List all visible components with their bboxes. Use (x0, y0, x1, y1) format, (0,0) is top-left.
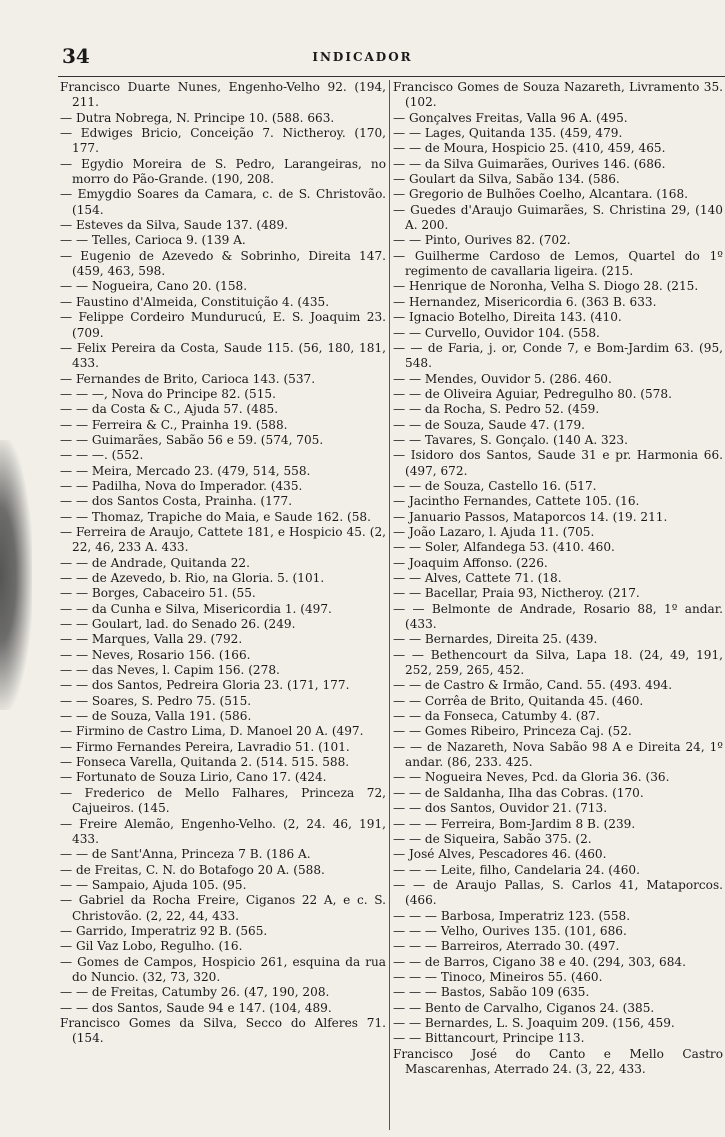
directory-entry: — — Lages, Quitanda 135. (459, 479. (393, 126, 623, 141)
directory-entry: — — de Sant'Anna, Princeza 7 B. (186 A. (60, 847, 311, 862)
directory-entry: — — —. (552. (60, 448, 144, 463)
page-number: 34 (62, 44, 90, 68)
directory-entry: — — Meira, Mercado 23. (479, 514, 558. (60, 463, 311, 478)
directory-entry: — — dos Santos, Saude 94 e 147. (104, 489. (60, 1000, 332, 1015)
directory-entry: — — Curvello, Ouvidor 104. (558. (393, 325, 600, 340)
directory-entry: — — Bacellar, Praia 93, Nictheroy. (217. (393, 586, 640, 601)
directory-entry: — — — Bastos, Sabão 109 (635. (393, 985, 590, 1000)
directory-entry: — Felippe Cordeiro Mundurucú, E. S. Joaquim 23. (709. (60, 310, 386, 340)
directory-entry: — — de Souza, Castello 16. (517. (393, 478, 597, 493)
directory-entry: — Felix Pereira da Costa, Saude 115. (56, 180, 181, 433. (60, 340, 386, 371)
directory-entry: — — Soares, S. Pedro 75. (515. (60, 693, 252, 708)
directory-entry: — — Marques, Valla 29. (792. (60, 632, 243, 647)
directory-entry: — — dos Santos, Pedreira Gloria 23. (171, 177. (60, 678, 350, 693)
directory-entry: — — Telles, Carioca 9. (139 A. (60, 233, 246, 248)
directory-entry: — Fortunato de Souza Lirio, Cano 17. (424. (60, 770, 327, 785)
directory-entry: — — — Leite, filho, Candelaria 24. (460. (393, 862, 640, 877)
directory-entry: — — de Azevedo, b. Rio, na Gloria. 5. (101. (60, 571, 325, 585)
directory-entry: — — Goulart, lad. do Senado 26. (249. (60, 617, 296, 632)
directory-entry: — Gomes de Campos, Hospicio 261, esquina da rua do Nuncio. (32, 73, 320. (60, 954, 386, 984)
directory-entry: — Garrido, Imperatriz 92 B. (565. (60, 923, 268, 938)
directory-entry: — — de Souza, Saude 47. (179. (393, 417, 585, 432)
directory-entry: — — Borges, Cabaceiro 51. (55. (60, 586, 256, 601)
directory-entry: — — de Faria, j. or, Conde 7, e Bom-Jardim 63. (95, 548. (393, 340, 723, 371)
directory-entry: — Firmo Fernandes Pereira, Lavradio 51. (101. (60, 739, 350, 754)
directory-entry: — — — Ferreira, Bom-Jardim 8 B. (239. (393, 816, 636, 831)
directory-entry: — — Bernardes, Direita 25. (439. (393, 632, 598, 647)
directory-entry: — — — Velho, Ourives 135. (101, 686. (393, 923, 627, 938)
directory-entry: — — Alves, Cattete 71. (18. (393, 571, 562, 585)
directory-entry: — Guilherme Cardoso de Lemos, Quartel do 1º regimento de cavallaria ligeira. (215. (393, 248, 723, 279)
column-divider (389, 80, 390, 1130)
directory-entry: — Edwiges Bricio, Conceição 7. Nictheroy. (170, 177. (60, 126, 386, 156)
directory-entry: — — Bittancourt, Principe 113. (393, 1031, 585, 1046)
directory-entry: Francisco Gomes da Silva, Secco do Alferes 71. (154. (60, 1015, 386, 1046)
directory-entry: — — — Barbosa, Imperatriz 123. (558. (393, 908, 631, 923)
directory-entry: — Fernandes de Brito, Carioca 143. (537. (60, 371, 316, 386)
directory-entry: — Jacintho Fernandes, Cattete 105. (16. (393, 494, 640, 509)
directory-entry: — — — Tinoco, Mineiros 55. (460. (393, 969, 603, 984)
directory-entry: — — de Andrade, Quitanda 22. (60, 555, 250, 570)
page-header (0, 44, 725, 68)
directory-entry: — — Bethencourt da Silva, Lapa 18. (24, 49, 191, 252, 259, 265, 452. (393, 647, 723, 678)
directory-entry: — Egydio Moreira de S. Pedro, Larangeiras, no morro do Pão-Grande. (190, 208. (60, 156, 386, 187)
directory-entry: — — da Rocha, S. Pedro 52. (459. (393, 402, 600, 417)
directory-entry: — — Neves, Rosario 156. (166. (60, 647, 251, 662)
directory-entry: — — Sampaio, Ajuda 105. (95. (60, 877, 247, 892)
directory-entry: — — Tavares, S. Gonçalo. (140 A. 323. (393, 432, 628, 447)
directory-entry: — — da Costa & C., Ajuda 57. (485. (60, 402, 279, 417)
directory-entry: — Faustino d'Almeida, Constituição 4. (435. (60, 294, 330, 309)
directory-entry: — — de Saldanha, Ilha das Cobras. (170. (393, 785, 644, 800)
directory-entry: — de Freitas, C. N. do Botafogo 20 A. (588. (60, 862, 325, 877)
directory-entry: — Joaquim Affonso. (226. (393, 555, 548, 570)
directory-entry: — — —, Nova do Principe 82. (515. (60, 386, 276, 401)
directory-entry: — — dos Santos Costa, Prainha. (177. (60, 494, 293, 509)
left-column (60, 80, 386, 1135)
directory-entry: — — da Cunha e Silva, Misericordia 1. (497. (60, 601, 332, 616)
directory-entry: — — Bento de Carvalho, Ciganos 24. (385. (393, 1000, 655, 1015)
directory-entry: — Isidoro dos Santos, Saude 31 e pr. Harmonia 66. (497, 672. (393, 448, 723, 478)
directory-entry: Francisco Gomes de Souza Nazareth, Livramento 35. (102. (393, 80, 723, 110)
directory-entry: — Henrique de Noronha, Velha S. Diogo 28. (215. (393, 279, 699, 294)
directory-entry: — Gil Vaz Lobo, Regulho. (16. (60, 939, 243, 954)
directory-entry: — — Nogueira Neves, Pcd. da Gloria 36. (36. (393, 770, 670, 785)
directory-entry: — Ignacio Botelho, Direita 143. (410. (393, 310, 622, 325)
directory-entry: — — — Barreiros, Aterrado 30. (497. (393, 939, 620, 954)
directory-entry: — Firmino de Castro Lima, D. Manoel 20 A. (497. (60, 724, 364, 739)
directory-entry: — — Guimarães, Sabão 56 e 59. (574, 705. (60, 432, 324, 447)
directory-entry: — — Padilha, Nova do Imperador. (435. (60, 478, 303, 493)
directory-entry: — Gabriel da Rocha Freire, Ciganos 22 A, e c. S. Christovão. (2, 22, 44, 433. (60, 893, 386, 923)
directory-entry: — — Thomaz, Trapiche do Maia, e Saude 162. (58. (60, 509, 371, 524)
directory-entry: — Hernandez, Misericordia 6. (363 B. 633. (393, 294, 657, 309)
directory-entry: — — Pinto, Ourives 82. (702. (393, 233, 571, 248)
directory-entry: — — da Silva Guimarães, Ourives 146. (686. (393, 156, 666, 171)
directory-entry: — — de Moura, Hospicio 25. (410, 459, 465. (393, 141, 666, 156)
header-rule (58, 76, 725, 77)
right-column (393, 80, 723, 1135)
directory-entry: — Emygdio Soares da Camara, c. de S. Christovão. (154. (60, 187, 386, 217)
directory-entry: — — de Oliveira Aguiar, Pedregulho 80. (578. (393, 386, 672, 401)
directory-entry: — Guedes d'Araujo Guimarães, S. Christina 29, (140 A. 200. (393, 202, 723, 233)
directory-entry: — Goulart da Silva, Sabão 134. (586. (393, 172, 620, 187)
directory-entry: — — Belmonte de Andrade, Rosario 88, 1º andar. (433. (393, 601, 723, 632)
directory-entry: — Dutra Nobrega, N. Principe 10. (588. 663. (60, 110, 335, 125)
directory-entry: Francisco Duarte Nunes, Engenho-Velho 92. (194, 211. (60, 80, 386, 110)
directory-entry: — — Nogueira, Cano 20. (158. (60, 279, 248, 294)
directory-entry: — — Bernardes, L. S. Joaquim 209. (156, 459. (393, 1015, 675, 1030)
directory-entry: — — Corrêa de Brito, Quitanda 45. (460. (393, 693, 644, 708)
directory-entry: — — de Siqueira, Sabão 375. (2. (393, 831, 592, 846)
directory-entry: — — Gomes Ribeiro, Princeza Caj. (52. (393, 724, 632, 739)
directory-entry: — — de Barros, Cigano 38 e 40. (294, 303, 684. (393, 954, 686, 969)
directory-entry: — — da Fonseca, Catumby 4. (87. (393, 709, 600, 724)
running-title: INDICADOR (312, 50, 413, 64)
directory-entry: — — Ferreira & C., Prainha 19. (588. (60, 417, 288, 432)
directory-entry: — Esteves da Silva, Saude 137. (489. (60, 218, 289, 233)
directory-entry: — Gregorio de Bulhões Coelho, Alcantara. (168. (393, 187, 688, 202)
directory-entry: Francisco José do Canto e Mello Castro Mascarenhas, Aterrado 24. (3, 22, 433. (393, 1046, 723, 1076)
directory-entry: — — Soler, Alfandega 53. (410. 460. (393, 540, 615, 555)
directory-entry: — Freire Alemão, Engenho-Velho. (2, 24. 46, 191, 433. (60, 816, 386, 846)
directory-entry: — João Lazaro, l. Ajuda 11. (705. (393, 524, 595, 539)
directory-entry: — — de Nazareth, Nova Sabão 98 A e Direita 24, 1º andar. (86, 233. 425. (393, 739, 723, 770)
directory-entry: — Gonçalves Freitas, Valla 96 A. (495. (393, 110, 628, 125)
directory-entry: — Frederico de Mello Falhares, Princeza 72, Cajueiros. (145. (60, 785, 386, 816)
directory-entry: — José Alves, Pescadores 46. (460. (393, 847, 607, 862)
directory-entry: — Januario Passos, Mataporcos 14. (19. 211. (393, 509, 668, 524)
directory-entry: — — dos Santos, Ouvidor 21. (713. (393, 801, 608, 816)
directory-entry: — — das Neves, l. Capim 156. (278. (60, 663, 280, 678)
directory-entry: — — de Freitas, Catumby 26. (47, 190, 208. (60, 985, 330, 1000)
binding-shadow (0, 440, 32, 710)
directory-entry: — Ferreira de Araujo, Cattete 181, e Hospicio 45. (2, 22, 46, 233 A. 433. (60, 524, 386, 555)
directory-entry: — — Mendes, Ouvidor 5. (286. 460. (393, 371, 612, 386)
directory-entry: — — de Souza, Valla 191. (586. (60, 709, 252, 724)
directory-entry: — Eugenio de Azevedo & Sobrinho, Direita 147. (459, 463, 598. (60, 248, 386, 279)
directory-entry: — Fonseca Varella, Quitanda 2. (514. 515. 588. (60, 755, 350, 770)
directory-entry: — — de Araujo Pallas, S. Carlos 41, Mataporcos. (466. (393, 877, 723, 908)
directory-entry: — — de Castro & Irmão, Cand. 55. (493. 494. (393, 678, 673, 693)
